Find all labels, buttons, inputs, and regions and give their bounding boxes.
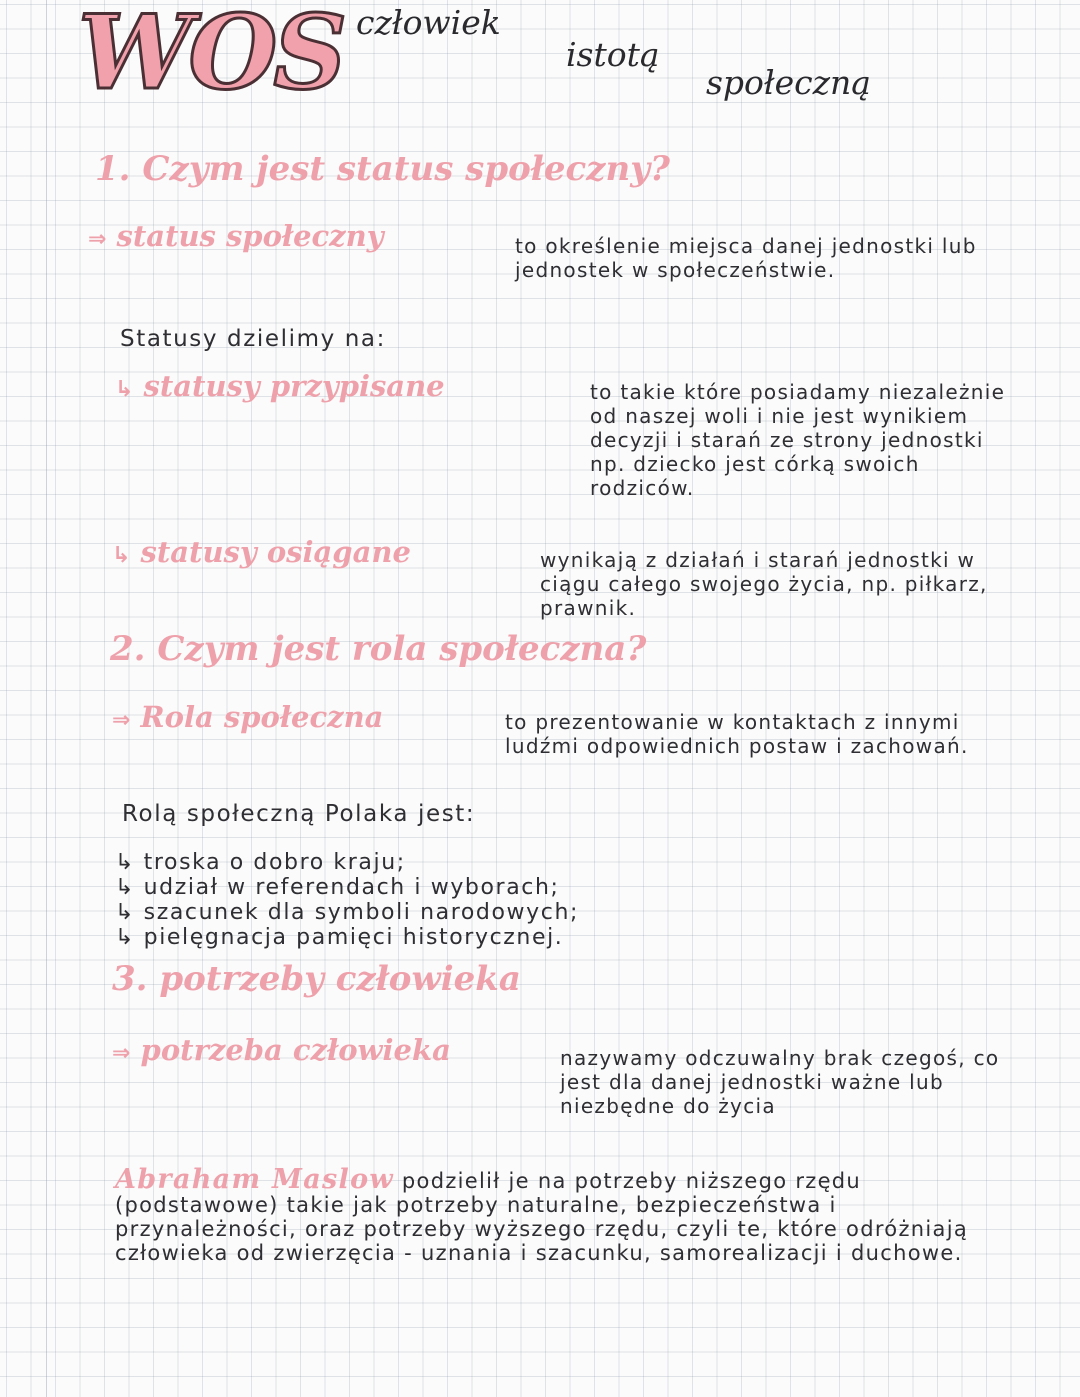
list-item: ↳ troska o dobro kraju; xyxy=(115,850,406,875)
achieved-status-term: statusy osiągane xyxy=(140,535,411,569)
ascribed-status-term: statusy przypisane xyxy=(143,369,445,403)
section-3-question: potrzeby człowieka xyxy=(159,959,521,999)
corner-arrow-icon: ↳ xyxy=(115,900,136,925)
list-item: ↳ szacunek dla symboli narodowych; xyxy=(115,900,580,925)
subtitle-word-3: społeczną xyxy=(706,63,871,102)
ascribed-status-term-row xyxy=(115,369,445,403)
maslow-paragraph xyxy=(115,1166,1015,1265)
maslow-text: podzielił je na potrzeby niższego rzędu (podstawowe) takie jak potrzeby naturalne, bezpieczeństwa i przynależności, oraz potrzeby wyższego rzędu, czyli te, które odróżniają człowieka od zwierzęcia - uznania i szacunku, samorealizacji i duchowe. xyxy=(115,1169,968,1265)
arrow-right-icon: ⇒ xyxy=(88,227,107,252)
arrow-right-icon: ⇒ xyxy=(112,708,131,733)
status-definition-term-row xyxy=(88,219,384,253)
list-item: ↳ pielęgnacja pamięci historycznej. xyxy=(115,925,564,950)
section-2-heading xyxy=(110,629,647,669)
corner-arrow-icon: ↳ xyxy=(115,925,136,950)
section-1-question: Czym jest status społeczny? xyxy=(142,149,670,189)
section-3-heading xyxy=(112,959,521,999)
status-definition-text: to określenie miejsca danej jednostki lub jednostek w społeczeństwie. xyxy=(515,234,977,282)
arrow-right-icon: ⇒ xyxy=(112,1041,131,1066)
section-2-question: Czym jest rola społeczna? xyxy=(157,629,647,669)
corner-arrow-icon: ↳ xyxy=(115,850,136,875)
need-definition-term-row xyxy=(112,1033,451,1067)
page-title: WOS xyxy=(78,0,344,113)
status-definition-term: status społeczny xyxy=(116,219,384,253)
corner-arrow-icon: ↳ xyxy=(112,543,131,568)
notebook-margin-line xyxy=(46,0,47,1397)
role-definition-text: to prezentowanie w kontaktach z innymi ludźmi odpowiednich postaw i zachowań. xyxy=(505,710,969,758)
role-definition-term: Rola społeczna xyxy=(140,700,384,734)
section-1-heading xyxy=(95,149,670,189)
statuses-divide-label: Statusy dzielimy na: xyxy=(120,326,386,352)
section-1-number: 1. xyxy=(95,149,131,189)
achieved-status-term-row xyxy=(112,535,411,569)
list-item: ↳ udział w referendach i wyborach; xyxy=(115,875,560,900)
corner-arrow-icon: ↳ xyxy=(115,377,134,402)
section-2-number: 2. xyxy=(110,629,146,669)
role-list xyxy=(115,850,579,950)
section-3-number: 3. xyxy=(112,959,148,999)
subtitle-word-1: człowiek xyxy=(356,3,501,42)
role-definition-term-row xyxy=(112,700,384,734)
subtitle-word-2: istotą xyxy=(566,35,660,74)
ascribed-status-text: to takie które posiadamy niezależnie od naszej woli i nie jest wynikiem decyzji i starań ze strony jednostki np. dziecko jest córką swoich rodziców. xyxy=(590,380,1006,500)
need-definition-term: potrzeba człowieka xyxy=(140,1033,451,1067)
corner-arrow-icon: ↳ xyxy=(115,875,136,900)
achieved-status-text: wynikają z działań i starań jednostki w ciągu całego swojego życia, np. piłkarz, prawnik. xyxy=(540,548,988,620)
need-definition-text: nazywamy odczuwalny brak czegoś, co jest dla danej jednostki ważne lub niezbędne do życia xyxy=(560,1046,1000,1118)
role-list-label: Rolą społeczną Polaka jest: xyxy=(122,801,476,827)
maslow-name: Abraham Maslow xyxy=(115,1164,394,1195)
